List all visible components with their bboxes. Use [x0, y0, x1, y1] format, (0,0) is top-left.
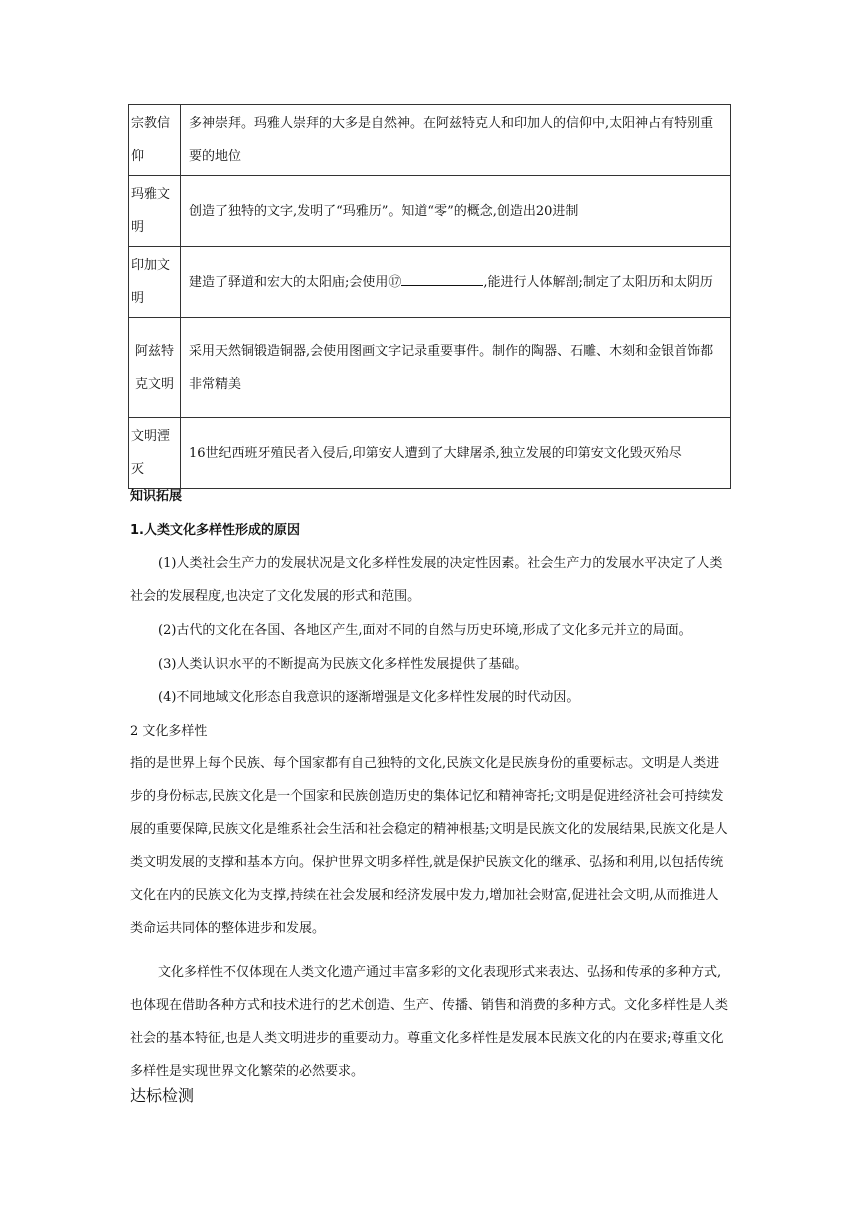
fill-in-blank	[401, 271, 483, 286]
cause-item-3: (3)人类认识水平的不断提高为民族文化多样性发展提供了基础。	[158, 657, 528, 672]
subheading-causes: 1.人类文化多样性形成的原因	[130, 523, 300, 538]
cause-item-1: (1)人类社会生产力的发展状况是文化多样性发展的决定性因素。社会生产力的发展水平决定了人类社会的发展程度,也决定了文化发展的形式和范围。	[130, 556, 723, 604]
row-label: 宗教信仰	[129, 105, 181, 176]
row-label: 文明湮灭	[129, 418, 181, 489]
row-content: 16世纪西班牙殖民者入侵后,印第安人遭到了大肆屠杀,独立发展的印第安文化毁灭殆尽	[181, 418, 731, 489]
table-row	[129, 418, 731, 489]
civilization-table	[128, 104, 731, 489]
row-label: 印加文明	[129, 247, 181, 318]
row-content: 采用天然铜锻造铜器,会使用图画文字记录重要事件。制作的陶器、石雕、木刻和金银首饰都非常精美	[181, 318, 731, 418]
subheading-diversity: 2 文化多样性	[130, 724, 208, 739]
cause-item-2: (2)古代的文化在各国、各地区产生,面对不同的自然与历史环境,形成了文化多元并立的局面。	[158, 623, 692, 638]
knowledge-heading: 知识拓展	[130, 489, 183, 504]
row-label: 阿兹特克文明	[129, 318, 181, 418]
diversity-paragraph-2: 文化多样性不仅体现在人类文化遗产通过丰富多彩的文化表现形式来表达、弘扬和传承的多种方式,也体现在借助各种方式和技术进行的艺术创造、生产、传播、销售和消费的多种方式。文化多样性是人类社会的基本特征,也是人类文明进步的重要动力。尊重文化多样性是发展本民族文化的内在要求;尊重文化多样性是实现世界文化繁荣的必然要求。	[130, 965, 729, 1079]
row-content: 多神崇拜。玛雅人崇拜的大多是自然神。在阿兹特克人和印加人的信仰中,太阳神占有特别重要的地位	[181, 105, 731, 176]
row-content	[181, 247, 731, 318]
diversity-paragraph-1: 指的是世界上每个民族、每个国家都有自己独特的文化,民族文化是民族身份的重要标志。文明是人类进步的身份标志,民族文化是一个国家和民族创造历史的集体记忆和精神寄托;文明是促进经济社会可持续发展的重要保障,民族文化是维系社会生活和社会稳定的精神根基;文明是民族文化的发展结果,民族文化是人类文明发展的支撑和基本方向。保护世界文明多样性,就是保护民族文化的继承、弘扬和利用,以包括传统文化在内的民族文化为支撑,持续在社会发展和经济发展中发力,增加社会财富,促进社会文明,从而推进人类命运共同体的整体进步和发展。	[130, 756, 728, 936]
table-row	[129, 247, 731, 318]
table-row	[129, 105, 731, 176]
table-row	[129, 176, 731, 247]
table-row	[129, 318, 731, 418]
row-content: 创造了独特的文字,发明了“玛雅历”。知道“零”的概念,创造出20进制	[181, 176, 731, 247]
cause-item-4: (4)不同地域文化形态自我意识的逐渐增强是文化多样性发展的时代动因。	[158, 690, 580, 705]
row-label: 玛雅文明	[129, 176, 181, 247]
content-before-blank: 建造了驿道和宏大的太阳庙;会使用⑰	[189, 274, 402, 290]
content-after-blank: ,能进行人体解剖;制定了太阳历和太阴历	[483, 274, 713, 290]
assessment-title: 达标检测	[130, 1086, 195, 1105]
